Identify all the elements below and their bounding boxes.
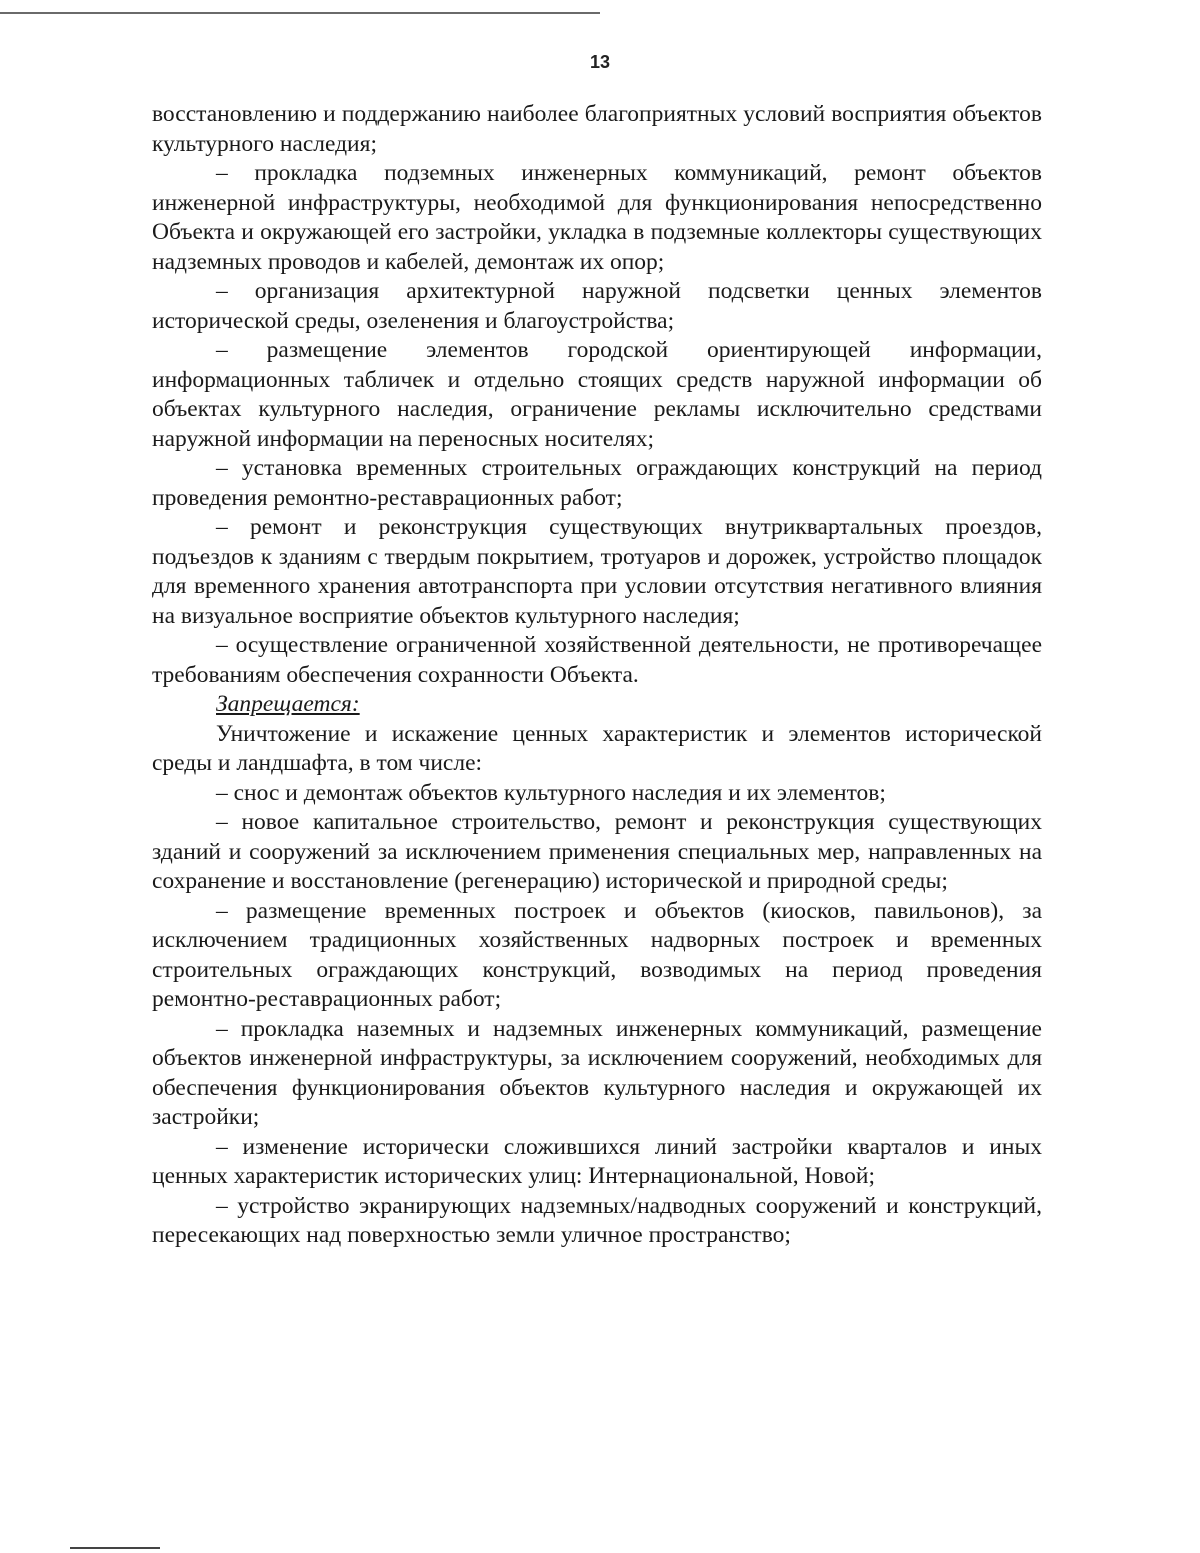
scan-border-top <box>0 12 600 14</box>
list-item-driveways: – ремонт и реконструкция существующих внутриквартальных проездов, подъездов к зданиям с твердым покрытием, тротуаров и дорожек, устройство площадок для временного хранения автотранспорта при условии отсутствия негативного влияния на визуальное восприятие объектов культурного наследия; <box>152 514 1042 629</box>
list-item-new-construction: – новое капитальное строительство, ремонт и реконструкция существующих зданий и сооружений за исключением применения специальных мер, направленных на сохранение и восстановление (регенерацию) исторической и природной среды; <box>152 809 1042 894</box>
list-item-lighting: – организация архитектурной наружной подсветки ценных элементов исторической среды, озеленения и благоустройства; <box>152 278 1042 334</box>
prohibited-intro: Уничтожение и искажение ценных характеристик и элементов исторической среды и ландшафта, в том числе: <box>152 720 1042 776</box>
list-item-screening-structures: – устройство экранирующих надземных/надводных сооружений и конструкций, пересекающих над поверхностью земли уличное пространство; <box>152 1192 1042 1248</box>
list-item-underground-utilities: – прокладка подземных инженерных коммуникаций, ремонт объектов инженерной инфраструктуры, необходимой для функционирования непосредственно Объекта и окружающей его застройки, укладка в подземные коллекторы существующих надземных проводов и кабелей, демонтаж их опор; <box>152 160 1042 275</box>
list-item-signage: – размещение элементов городской ориентирующей информации, информационных табличек и отдельно стоящих средств наружной информации об объектах культурного наследия, ограничение рекламы исключительно средствами наружной информации на переносных носителях; <box>152 337 1042 452</box>
document-body <box>152 100 1042 1251</box>
section-heading-prohibited <box>152 690 1042 720</box>
list-item-temporary-fences: – установка временных строительных ограждающих конструкций на период проведения ремонтно-реставрационных работ; <box>152 455 1042 511</box>
list-item-temporary-buildings: – размещение временных построек и объектов (киосков, павильонов), за исключением традиционных хозяйственных надворных построек и временных строительных ограждающих конструкций, возводимых на период проведения ремонтно-реставрационных работ; <box>152 897 1042 1012</box>
scan-mark-bottom <box>70 1547 160 1549</box>
list-item-economic-activity: – осуществление ограниченной хозяйственной деятельности, не противоречащее требованиям обеспечения сохранности Объекта. <box>152 632 1042 688</box>
list-item-building-lines: – изменение исторически сложившихся линий застройки кварталов и иных ценных характеристик исторических улиц: Интернациональной, Новой; <box>152 1133 1042 1189</box>
section-heading-prohibited-text: Запрещается: <box>216 691 360 717</box>
paragraph-continuation: восстановлению и поддержанию наиболее благоприятных условий восприятия объектов культурного наследия; <box>152 101 1042 157</box>
page-number: 13 <box>589 52 611 72</box>
list-item-demolition: – снос и демонтаж объектов культурного наследия и их элементов; <box>216 779 886 806</box>
list-item-overground-utilities: – прокладка наземных и надземных инженерных коммуникаций, размещение объектов инженерной инфраструктуры, за исключением сооружений, необходимых для обеспечения функционирования объектов культурного наследия и окружающей их застройки; <box>152 1015 1042 1130</box>
